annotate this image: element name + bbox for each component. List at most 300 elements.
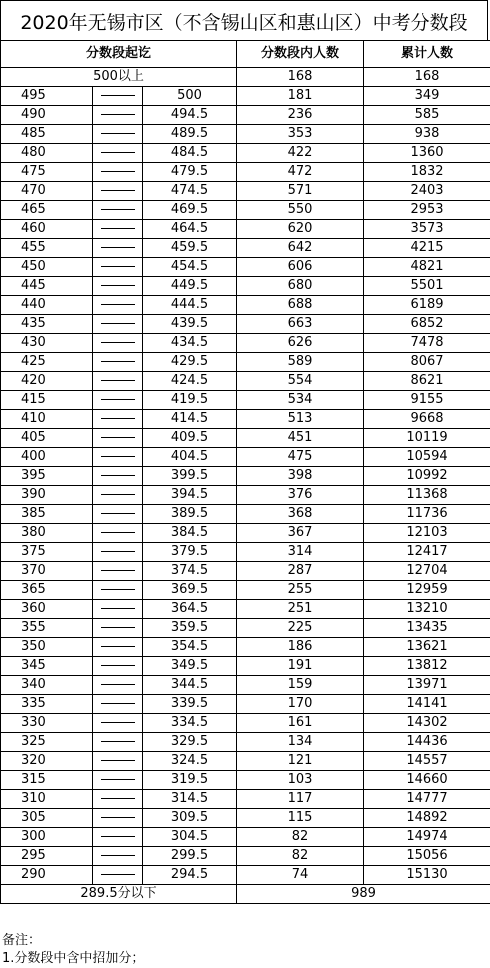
segment-count: 255 <box>237 581 364 600</box>
segment-count: 170 <box>237 695 364 714</box>
range-low: 480 <box>1 144 93 163</box>
range-high: 359.5 <box>143 619 237 638</box>
range-high: 399.5 <box>143 467 237 486</box>
dash-separator <box>101 665 135 666</box>
dash-separator <box>101 760 135 761</box>
dash-separator <box>101 342 135 343</box>
segment-count: 534 <box>237 391 364 410</box>
dash-separator <box>101 779 135 780</box>
segment-count: 181 <box>237 87 364 106</box>
segment-count: 663 <box>237 315 364 334</box>
cumulative-count: 10594 <box>364 448 490 467</box>
segment-count: 121 <box>237 752 364 771</box>
range-dash <box>93 372 143 391</box>
range-high: 384.5 <box>143 524 237 543</box>
range-high: 479.5 <box>143 163 237 182</box>
cumulative-count: 13210 <box>364 600 490 619</box>
cumulative-count: 13971 <box>364 676 490 695</box>
cumulative-count: 585 <box>364 106 490 125</box>
dash-separator <box>101 285 135 286</box>
dash-separator <box>101 399 135 400</box>
range-dash <box>93 315 143 334</box>
range-high: 494.5 <box>143 106 237 125</box>
range-high: 334.5 <box>143 714 237 733</box>
range-high: 489.5 <box>143 125 237 144</box>
table-row <box>1 277 490 296</box>
range-dash <box>93 809 143 828</box>
cumulative-count: 14557 <box>364 752 490 771</box>
dash-separator <box>101 798 135 799</box>
dash-separator <box>101 817 135 818</box>
dash-separator <box>101 380 135 381</box>
range-dash <box>93 410 143 429</box>
table-row <box>1 752 490 771</box>
cumulative-count: 7478 <box>364 334 490 353</box>
dash-separator <box>101 152 135 153</box>
range-dash <box>93 600 143 619</box>
range-low: 370 <box>1 562 93 581</box>
table-row <box>1 828 490 847</box>
top-range-label: 500以上 <box>1 68 237 87</box>
segment-count: 571 <box>237 182 364 201</box>
table-row <box>1 733 490 752</box>
range-dash <box>93 239 143 258</box>
range-dash <box>93 334 143 353</box>
cumulative-count: 11736 <box>364 505 490 524</box>
range-low: 455 <box>1 239 93 258</box>
header-range: 分数段起讫 <box>1 41 237 68</box>
range-high: 309.5 <box>143 809 237 828</box>
segment-count: 620 <box>237 220 364 239</box>
range-high: 444.5 <box>143 296 237 315</box>
table-row <box>1 771 490 790</box>
range-low: 310 <box>1 790 93 809</box>
range-low: 425 <box>1 353 93 372</box>
segment-count: 161 <box>237 714 364 733</box>
table-row <box>1 695 490 714</box>
range-dash <box>93 828 143 847</box>
table-row <box>1 410 490 429</box>
range-dash <box>93 771 143 790</box>
cumulative-count: 6189 <box>364 296 490 315</box>
range-dash <box>93 790 143 809</box>
segment-count: 368 <box>237 505 364 524</box>
range-dash <box>93 562 143 581</box>
range-dash <box>93 638 143 657</box>
range-high: 299.5 <box>143 847 237 866</box>
table-row <box>1 125 490 144</box>
table-row <box>1 847 490 866</box>
range-high: 304.5 <box>143 828 237 847</box>
range-dash <box>93 391 143 410</box>
range-dash <box>93 695 143 714</box>
table-row <box>1 790 490 809</box>
range-dash <box>93 752 143 771</box>
cumulative-count: 15056 <box>364 847 490 866</box>
range-low: 460 <box>1 220 93 239</box>
range-low: 380 <box>1 524 93 543</box>
dash-separator <box>101 209 135 210</box>
segment-count: 186 <box>237 638 364 657</box>
cumulative-count: 13435 <box>364 619 490 638</box>
range-high: 394.5 <box>143 486 237 505</box>
segment-count: 589 <box>237 353 364 372</box>
range-high: 419.5 <box>143 391 237 410</box>
range-high: 439.5 <box>143 315 237 334</box>
cumulative-count: 2403 <box>364 182 490 201</box>
segment-count: 513 <box>237 410 364 429</box>
dash-separator <box>101 456 135 457</box>
cumulative-count: 8067 <box>364 353 490 372</box>
cumulative-count: 12417 <box>364 543 490 562</box>
dash-separator <box>101 627 135 628</box>
table-row-bottom <box>1 885 490 904</box>
segment-count: 367 <box>237 524 364 543</box>
table-row <box>1 524 490 543</box>
cumulative-count: 9668 <box>364 410 490 429</box>
cumulative-count: 3573 <box>364 220 490 239</box>
range-dash <box>93 866 143 885</box>
range-high: 329.5 <box>143 733 237 752</box>
table-row <box>1 353 490 372</box>
segment-count: 376 <box>237 486 364 505</box>
table-header-row <box>1 41 490 68</box>
cumulative-count: 11368 <box>364 486 490 505</box>
range-low: 475 <box>1 163 93 182</box>
cumulative-count: 12704 <box>364 562 490 581</box>
range-high: 469.5 <box>143 201 237 220</box>
cumulative-count: 14660 <box>364 771 490 790</box>
range-low: 290 <box>1 866 93 885</box>
cumulative-count: 12103 <box>364 524 490 543</box>
dash-separator <box>101 171 135 172</box>
range-low: 430 <box>1 334 93 353</box>
range-dash <box>93 657 143 676</box>
table-row <box>1 581 490 600</box>
range-high: 459.5 <box>143 239 237 258</box>
dash-separator <box>101 570 135 571</box>
cumulative-count: 349 <box>364 87 490 106</box>
cumulative-count: 14777 <box>364 790 490 809</box>
range-low: 400 <box>1 448 93 467</box>
dash-separator <box>101 874 135 875</box>
header-count: 分数段内人数 <box>237 41 364 68</box>
range-dash <box>93 486 143 505</box>
dash-separator <box>101 133 135 134</box>
segment-count: 680 <box>237 277 364 296</box>
dash-separator <box>101 361 135 362</box>
dash-separator <box>101 494 135 495</box>
range-dash <box>93 163 143 182</box>
segment-count: 451 <box>237 429 364 448</box>
range-dash <box>93 220 143 239</box>
header-cumulative: 累计人数 <box>364 41 490 68</box>
segment-count: 688 <box>237 296 364 315</box>
range-low: 435 <box>1 315 93 334</box>
range-high: 464.5 <box>143 220 237 239</box>
table-row <box>1 87 490 106</box>
range-dash <box>93 125 143 144</box>
range-low: 485 <box>1 125 93 144</box>
range-dash <box>93 106 143 125</box>
range-high: 324.5 <box>143 752 237 771</box>
range-low: 420 <box>1 372 93 391</box>
top-count: 168 <box>237 68 364 87</box>
segment-count: 236 <box>237 106 364 125</box>
table-row-top <box>1 68 490 87</box>
cumulative-count: 8621 <box>364 372 490 391</box>
cumulative-count: 13812 <box>364 657 490 676</box>
cumulative-count: 14436 <box>364 733 490 752</box>
cumulative-count: 10119 <box>364 429 490 448</box>
range-high: 364.5 <box>143 600 237 619</box>
cumulative-count: 13621 <box>364 638 490 657</box>
notes-heading: 备注： <box>2 932 144 950</box>
range-low: 375 <box>1 543 93 562</box>
cumulative-count: 15130 <box>364 866 490 885</box>
segment-count: 606 <box>237 258 364 277</box>
table-row <box>1 296 490 315</box>
segment-count: 642 <box>237 239 364 258</box>
range-high: 409.5 <box>143 429 237 448</box>
dash-separator <box>101 646 135 647</box>
range-dash <box>93 353 143 372</box>
range-high: 389.5 <box>143 505 237 524</box>
dash-separator <box>101 266 135 267</box>
segment-count: 287 <box>237 562 364 581</box>
dash-separator <box>101 608 135 609</box>
range-low: 415 <box>1 391 93 410</box>
dash-separator <box>101 513 135 514</box>
segment-count: 626 <box>237 334 364 353</box>
range-high: 484.5 <box>143 144 237 163</box>
range-dash <box>93 581 143 600</box>
table-row <box>1 486 490 505</box>
segment-count: 472 <box>237 163 364 182</box>
cumulative-count: 4215 <box>364 239 490 258</box>
bottom-count: 989 <box>237 885 490 904</box>
table-row <box>1 638 490 657</box>
table-row <box>1 676 490 695</box>
dash-separator <box>101 551 135 552</box>
range-low: 390 <box>1 486 93 505</box>
dash-separator <box>101 475 135 476</box>
cumulative-count: 14974 <box>364 828 490 847</box>
segment-count: 314 <box>237 543 364 562</box>
range-high: 500 <box>143 87 237 106</box>
range-high: 429.5 <box>143 353 237 372</box>
segment-count: 475 <box>237 448 364 467</box>
range-high: 319.5 <box>143 771 237 790</box>
range-high: 449.5 <box>143 277 237 296</box>
range-low: 315 <box>1 771 93 790</box>
cumulative-count: 12959 <box>364 581 490 600</box>
table-row <box>1 372 490 391</box>
range-low: 335 <box>1 695 93 714</box>
dash-separator <box>101 741 135 742</box>
range-dash <box>93 182 143 201</box>
range-high: 454.5 <box>143 258 237 277</box>
table-row <box>1 505 490 524</box>
range-low: 340 <box>1 676 93 695</box>
segment-count: 251 <box>237 600 364 619</box>
cumulative-count: 14141 <box>364 695 490 714</box>
dash-separator <box>101 114 135 115</box>
range-dash <box>93 258 143 277</box>
table-row <box>1 391 490 410</box>
range-high: 339.5 <box>143 695 237 714</box>
dash-separator <box>101 190 135 191</box>
range-low: 365 <box>1 581 93 600</box>
cumulative-count: 9155 <box>364 391 490 410</box>
range-dash <box>93 847 143 866</box>
range-low: 495 <box>1 87 93 106</box>
range-low: 445 <box>1 277 93 296</box>
range-low: 465 <box>1 201 93 220</box>
notes <box>2 932 144 968</box>
segment-count: 225 <box>237 619 364 638</box>
range-low: 360 <box>1 600 93 619</box>
range-low: 320 <box>1 752 93 771</box>
table-row <box>1 429 490 448</box>
range-dash <box>93 619 143 638</box>
range-dash <box>93 429 143 448</box>
segment-count: 134 <box>237 733 364 752</box>
range-dash <box>93 87 143 106</box>
range-dash <box>93 524 143 543</box>
range-low: 405 <box>1 429 93 448</box>
segment-count: 117 <box>237 790 364 809</box>
segment-count: 353 <box>237 125 364 144</box>
dash-separator <box>101 855 135 856</box>
range-dash <box>93 714 143 733</box>
dash-separator <box>101 532 135 533</box>
range-dash <box>93 144 143 163</box>
dash-separator <box>101 437 135 438</box>
range-low: 295 <box>1 847 93 866</box>
cumulative-count: 1360 <box>364 144 490 163</box>
range-low: 300 <box>1 828 93 847</box>
range-low: 385 <box>1 505 93 524</box>
table-row <box>1 562 490 581</box>
table-row <box>1 600 490 619</box>
range-dash <box>93 277 143 296</box>
dash-separator <box>101 228 135 229</box>
range-high: 414.5 <box>143 410 237 429</box>
table-row <box>1 809 490 828</box>
table-row <box>1 543 490 562</box>
table-row <box>1 448 490 467</box>
segment-count: 82 <box>237 828 364 847</box>
top-cumulative: 168 <box>364 68 490 87</box>
dash-separator <box>101 684 135 685</box>
table-row <box>1 315 490 334</box>
range-high: 474.5 <box>143 182 237 201</box>
range-high: 434.5 <box>143 334 237 353</box>
dash-separator <box>101 247 135 248</box>
dash-separator <box>101 304 135 305</box>
table-row <box>1 866 490 885</box>
cumulative-count: 4821 <box>364 258 490 277</box>
range-dash <box>93 676 143 695</box>
notes-line-1: 1.分数段中含中招加分； <box>2 950 144 968</box>
range-low: 330 <box>1 714 93 733</box>
table-row <box>1 714 490 733</box>
page-title: 2020年无锡市区（不含锡山区和惠山区）中考分数段 <box>0 0 488 41</box>
dash-separator <box>101 589 135 590</box>
range-high: 369.5 <box>143 581 237 600</box>
table-row <box>1 334 490 353</box>
segment-count: 422 <box>237 144 364 163</box>
dash-separator <box>101 703 135 704</box>
range-low: 345 <box>1 657 93 676</box>
range-low: 450 <box>1 258 93 277</box>
range-low: 325 <box>1 733 93 752</box>
segment-count: 191 <box>237 657 364 676</box>
score-distribution-table <box>0 40 490 904</box>
table-row <box>1 657 490 676</box>
range-high: 314.5 <box>143 790 237 809</box>
segment-count: 398 <box>237 467 364 486</box>
table-row <box>1 220 490 239</box>
range-low: 395 <box>1 467 93 486</box>
range-high: 349.5 <box>143 657 237 676</box>
range-high: 354.5 <box>143 638 237 657</box>
range-low: 440 <box>1 296 93 315</box>
segment-count: 74 <box>237 866 364 885</box>
range-low: 490 <box>1 106 93 125</box>
cumulative-count: 6852 <box>364 315 490 334</box>
range-high: 404.5 <box>143 448 237 467</box>
range-high: 379.5 <box>143 543 237 562</box>
cumulative-count: 2953 <box>364 201 490 220</box>
cumulative-count: 5501 <box>364 277 490 296</box>
table-row <box>1 106 490 125</box>
dash-separator <box>101 418 135 419</box>
cumulative-count: 10992 <box>364 467 490 486</box>
range-low: 355 <box>1 619 93 638</box>
table-row <box>1 182 490 201</box>
range-high: 424.5 <box>143 372 237 391</box>
cumulative-count: 14302 <box>364 714 490 733</box>
range-dash <box>93 467 143 486</box>
segment-count: 554 <box>237 372 364 391</box>
range-low: 410 <box>1 410 93 429</box>
segment-count: 550 <box>237 201 364 220</box>
range-low: 305 <box>1 809 93 828</box>
cumulative-count: 938 <box>364 125 490 144</box>
segment-count: 115 <box>237 809 364 828</box>
dash-separator <box>101 95 135 96</box>
range-dash <box>93 733 143 752</box>
table-row <box>1 239 490 258</box>
dash-separator <box>101 323 135 324</box>
table-row <box>1 619 490 638</box>
table-row <box>1 467 490 486</box>
dash-separator <box>101 722 135 723</box>
segment-count: 159 <box>237 676 364 695</box>
range-dash <box>93 448 143 467</box>
range-high: 294.5 <box>143 866 237 885</box>
range-dash <box>93 296 143 315</box>
table-row <box>1 144 490 163</box>
range-high: 344.5 <box>143 676 237 695</box>
cumulative-count: 14892 <box>364 809 490 828</box>
dash-separator <box>101 836 135 837</box>
range-dash <box>93 543 143 562</box>
range-low: 350 <box>1 638 93 657</box>
cumulative-count: 1832 <box>364 163 490 182</box>
